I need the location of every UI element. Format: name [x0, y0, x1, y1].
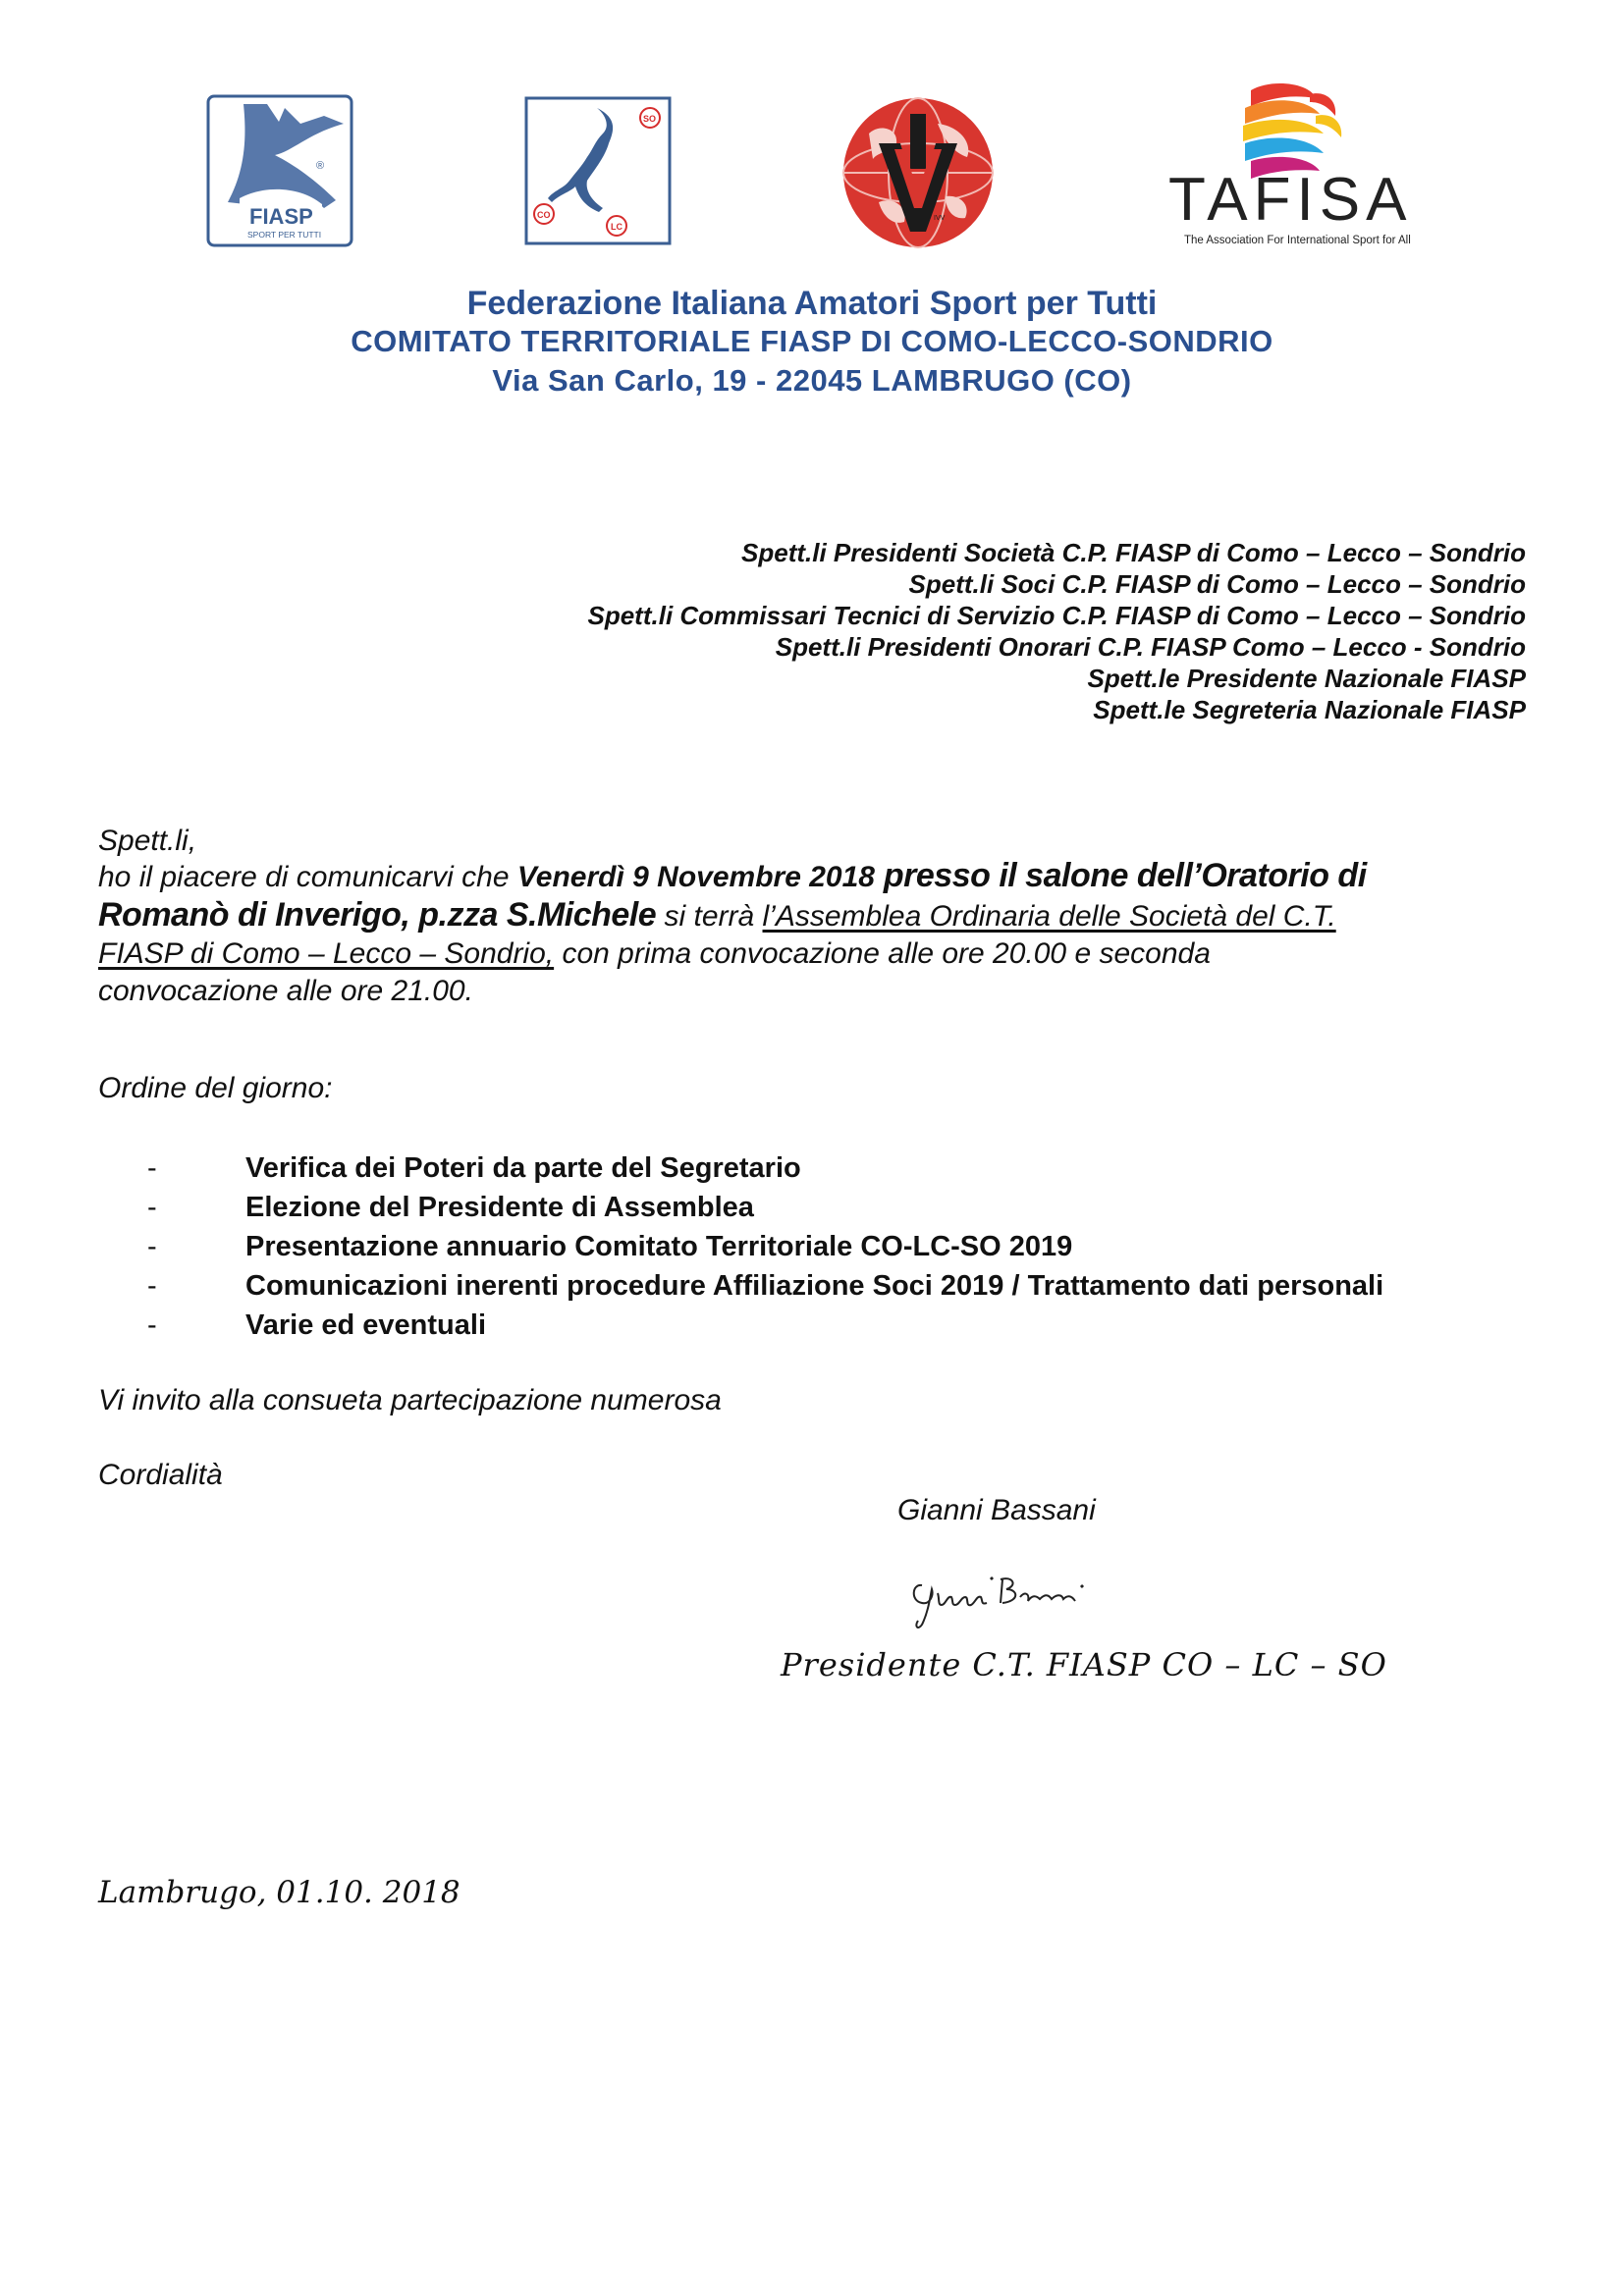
federation-name: Federazione Italiana Amatori Sport per Tutti [466, 285, 1158, 322]
recipient-line: Spett.li Presidenti Onorari C.P. FIASP Como – Lecco - Sondrio [775, 632, 1526, 662]
svg-text:SO: SO [643, 114, 657, 124]
agenda-bullet: - [147, 1270, 157, 1302]
intro-text: ho il piacere di comunicarvi che [98, 861, 517, 893]
signer-title: Presidente C.T. FIASP CO – LC – SO [781, 1646, 1387, 1683]
svg-text:The Association For Internatio: The Association For International Sport for All [1184, 235, 1411, 246]
ivv-logo [839, 94, 997, 251]
recipient-line: Spett.li Soci C.P. FIASP di Como – Lecco – Sondrio [908, 569, 1526, 599]
recipient-line: Spett.le Presidente Nazionale FIASP [1087, 664, 1526, 693]
agenda-bullet: - [147, 1309, 157, 1341]
intro-paragraph [98, 857, 1522, 1010]
agenda-bullet: - [147, 1231, 157, 1262]
place-date: Lambrugo, 01.10. 2018 [98, 1875, 460, 1910]
recipients-block [588, 537, 1527, 725]
agenda-item [98, 1306, 1383, 1345]
agenda-item-text: Varie ed eventuali [245, 1309, 487, 1341]
svg-text:TAFISA: TAFISA [1168, 166, 1413, 234]
assembly-title: l’Assemblea Ordinaria delle Società del C.T. [762, 900, 1336, 933]
assembly-title-cont: FIASP di Como – Lecco – Sondrio, [98, 937, 555, 970]
signer-name: Gianni Bassani [897, 1494, 1096, 1526]
agenda-title: Ordine del giorno: [98, 1072, 333, 1104]
intro-text: si terrà [656, 900, 763, 933]
agenda-item-text: Elezione del Presidente di Assemblea [245, 1192, 754, 1223]
committee-name: COMITATO TERRITORIALE FIASP DI COMO-LECCO-SONDRIO [351, 324, 1273, 358]
agenda-item [98, 1266, 1383, 1306]
agenda-item-text: Verifica dei Poteri da parte del Segretario [245, 1152, 801, 1184]
agenda-item-text: Comunicazioni inerenti procedure Affiliazione Soci 2019 / Trattamento dati personali [245, 1270, 1384, 1302]
svg-text:SPORT PER TUTTI: SPORT PER TUTTI [247, 230, 322, 240]
closing-greeting: Cordialità [98, 1459, 223, 1491]
svg-text:IVV: IVV [934, 215, 946, 222]
meeting-venue: presso il salone dell’Oratorio di [874, 857, 1367, 894]
fiasp-logo [206, 94, 353, 247]
recipient-line: Spett.li Presidenti Società C.P. FIASP di Como – Lecco – Sondrio [741, 538, 1526, 567]
agenda-item [98, 1188, 1383, 1227]
agenda-bullet: - [147, 1192, 157, 1223]
lake-map-logo [524, 96, 672, 245]
tafisa-logo [1163, 73, 1457, 253]
intro-text: con prima convocazione alle ore 20.00 e seconda [554, 937, 1211, 970]
recipient-line: Spett.li Commissari Tecnici di Servizio C.P. FIASP di Como – Lecco – Sondrio [587, 601, 1526, 630]
agenda-list [98, 1148, 1383, 1345]
svg-text:CO: CO [537, 210, 551, 220]
invitation-line: Vi invito alla consueta partecipazione numerosa [98, 1384, 722, 1416]
meeting-venue-address: Romanò di Inverigo, p.zza S.Michele [98, 896, 657, 934]
committee-address: Via San Carlo, 19 - 22045 LAMBRUGO (CO) [492, 363, 1132, 398]
salutation: Spett.li, [98, 825, 197, 857]
agenda-item [98, 1148, 1383, 1188]
svg-text:®: ® [316, 160, 325, 172]
agenda-item-text: Presentazione annuario Comitato Territoriale CO-LC-SO 2019 [245, 1231, 1073, 1262]
intro-text: convocazione alle ore 21.00. [98, 975, 473, 1007]
agenda-item [98, 1227, 1383, 1266]
meeting-date: Venerdì 9 Novembre 2018 [516, 861, 875, 893]
agenda-bullet: - [147, 1152, 157, 1184]
recipient-line: Spett.le Segreteria Nazionale FIASP [1093, 695, 1526, 724]
svg-text:LC: LC [611, 222, 623, 232]
svg-text:FIASP: FIASP [249, 204, 313, 229]
handwritten-signature [908, 1556, 1144, 1639]
